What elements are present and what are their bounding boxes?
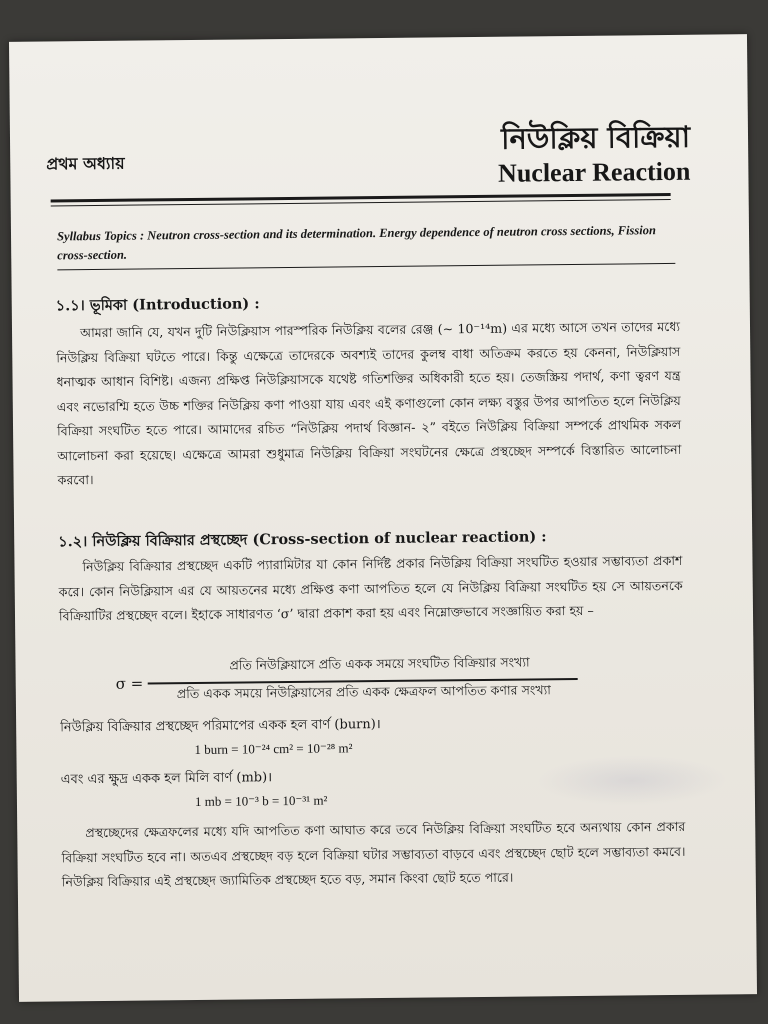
chapter-title-english: Nuclear Reaction — [497, 156, 691, 188]
formula-lhs: σ = — [115, 674, 144, 693]
chapter-header — [30, 95, 711, 202]
syllabus-topics — [57, 221, 677, 265]
syllabus-label: Syllabus Topics : — [56, 228, 145, 244]
unit-definition-line: নিউক্লিয় বিক্রিয়ার প্রস্থচ্ছেদ পরিমাপের একক হল বার্ণ (burn)। — [60, 717, 381, 736]
paper-smudge — [537, 754, 728, 806]
formula-denominator: প্রতি একক সময়ে নিউক্লিয়াসের প্রতি একক ক্ষেত্রফল আপতিত কণার সংখ্যা — [176, 682, 551, 702]
chapter-title-bengali: নিউক্লিয় বিক্রিয়া — [500, 119, 691, 156]
section-heading-introduction: ১.১। ভূমিকা (Introduction) : — [55, 295, 260, 315]
chapter-label: প্রথম অধ্যায় — [46, 153, 125, 174]
burn-equation: 1 burn = 10⁻²⁴ cm² = 10⁻²⁸ m² — [194, 740, 353, 757]
section-heading-cross-section: ১.২। নিউক্লিয় বিক্রিয়ার প্রস্থচ্ছেদ (Cross-section of nuclear reaction) : — [58, 528, 547, 551]
millibarn-equation: 1 mb = 10⁻³ b = 10⁻³¹ m² — [194, 792, 328, 809]
syllabus-text: Neutron cross-section and its determination. Energy dependence of neutron cross sections, Fission cross-section. — [57, 223, 656, 263]
document-page — [9, 34, 757, 1002]
cross-section-paragraph: নিউক্লিয় বিক্রিয়ার প্রস্থচ্ছেদ একটি প্যারামিটার যা কোন নির্দিষ্ট প্রকার নিউক্লিয় বিক্রিয়া সংঘটিত হওয়ার সম্ভাব্যতা প্রকাশ করে। কোন নিউক্লিয়াস এর যে আয়তনের মধ্যে প্রক্ষিপ্ত কণা আপতিত হলে যে নিউক্লিয় বিক্রিয়া সংঘটিত হয় সে আয়তনকে বিক্রিয়াটির প্রস্থচ্ছেদ বলে। ইহাকে সাধারণত ‘σ’ দ্বারা প্রকাশ করা হয় এবং নিম্নোক্তভাবে সংজ্ঞায়িত করা হয় – — [58, 552, 683, 624]
formula-numerator: প্রতি নিউক্লিয়াসে প্রতি একক সময়ে সংঘটিত বিক্রিয়ার সংখ্যা — [229, 654, 530, 673]
millibarn-line: এবং এর ক্ষুদ্র একক হল মিলি বার্ণ (mb)। — [60, 770, 273, 788]
cross-section-formula — [115, 654, 595, 709]
introduction-paragraph: আমরা জানি যে, যখন দুটি নিউক্লিয়াস পারস্পরিক নিউক্লিয় বলের রেঞ্জ (~ 10⁻¹⁴m) এর মধ্যে আসে তখন তাদের মধ্যে নিউক্লিয় বিক্রিয়া ঘটতে পারে। কিন্তু এক্ষেত্রে তাদেরকে অবশ্যই তাদের কুলম্ব বাধা অতিক্রম করতে হয় কেননা, নিউক্লিয়াস ধনাত্মক আধান বিশিষ্ট। এজন্য প্রক্ষিপ্ত নিউক্লিয়াসকে যথেষ্ট গতিশক্তির অধিকারী হতে হয়। তেজস্ক্রিয় পদার্থ, কণা ত্বরণ যন্ত্র এবং নভোরশ্মি হতে উচ্চ শক্তির নিউক্লিয় কণা পাওয়া যায় এবং এই কণাগুলো কোন লক্ষ্য বস্তুর উপর আপতিত হলে নিউক্লিয় বিক্রিয়া সংঘটিত হতে পারে। আমাদের রচিত “নিউক্লিয় পদার্থ বিজ্ঞান- ২” বইতে নিউক্লিয় বিক্রিয়া সম্পর্কে প্রাথমিক সকল আলোচনা করা হয়েছে। এক্ষেত্রে আমরা শুধুমাত্র নিউক্লিয় বিক্রিয়া সংঘটনের ক্ষেত্রে প্রস্থচ্ছেদ সম্পর্কে বিস্তারিত আলোচনা করবো। — [56, 318, 682, 488]
geometric-cross-section-paragraph: প্রস্থচ্ছেদের ক্ষেত্রফলের মধ্যে যদি আপতিত কণা আঘাত করে তবে নিউক্লিয় বিক্রিয়া সংঘটিত হবে অন্যথায় কোন প্রকার বিক্রিয়া সংঘটিত হবে না। অতএব প্রস্থচ্ছেদ বড় হলে বিক্রিয়া ঘটার সম্ভাব্যতা বাড়বে এবং প্রস্থচ্ছেদ ছোট হলে সম্ভাব্যতা কমবে। নিউক্লিয় বিক্রিয়ার এই প্রস্থচ্ছেদ জ্যামিতিক প্রস্থচ্ছেদ হতে বড়, সমান কিংবা ছোট হতে পারে। — [61, 818, 686, 890]
